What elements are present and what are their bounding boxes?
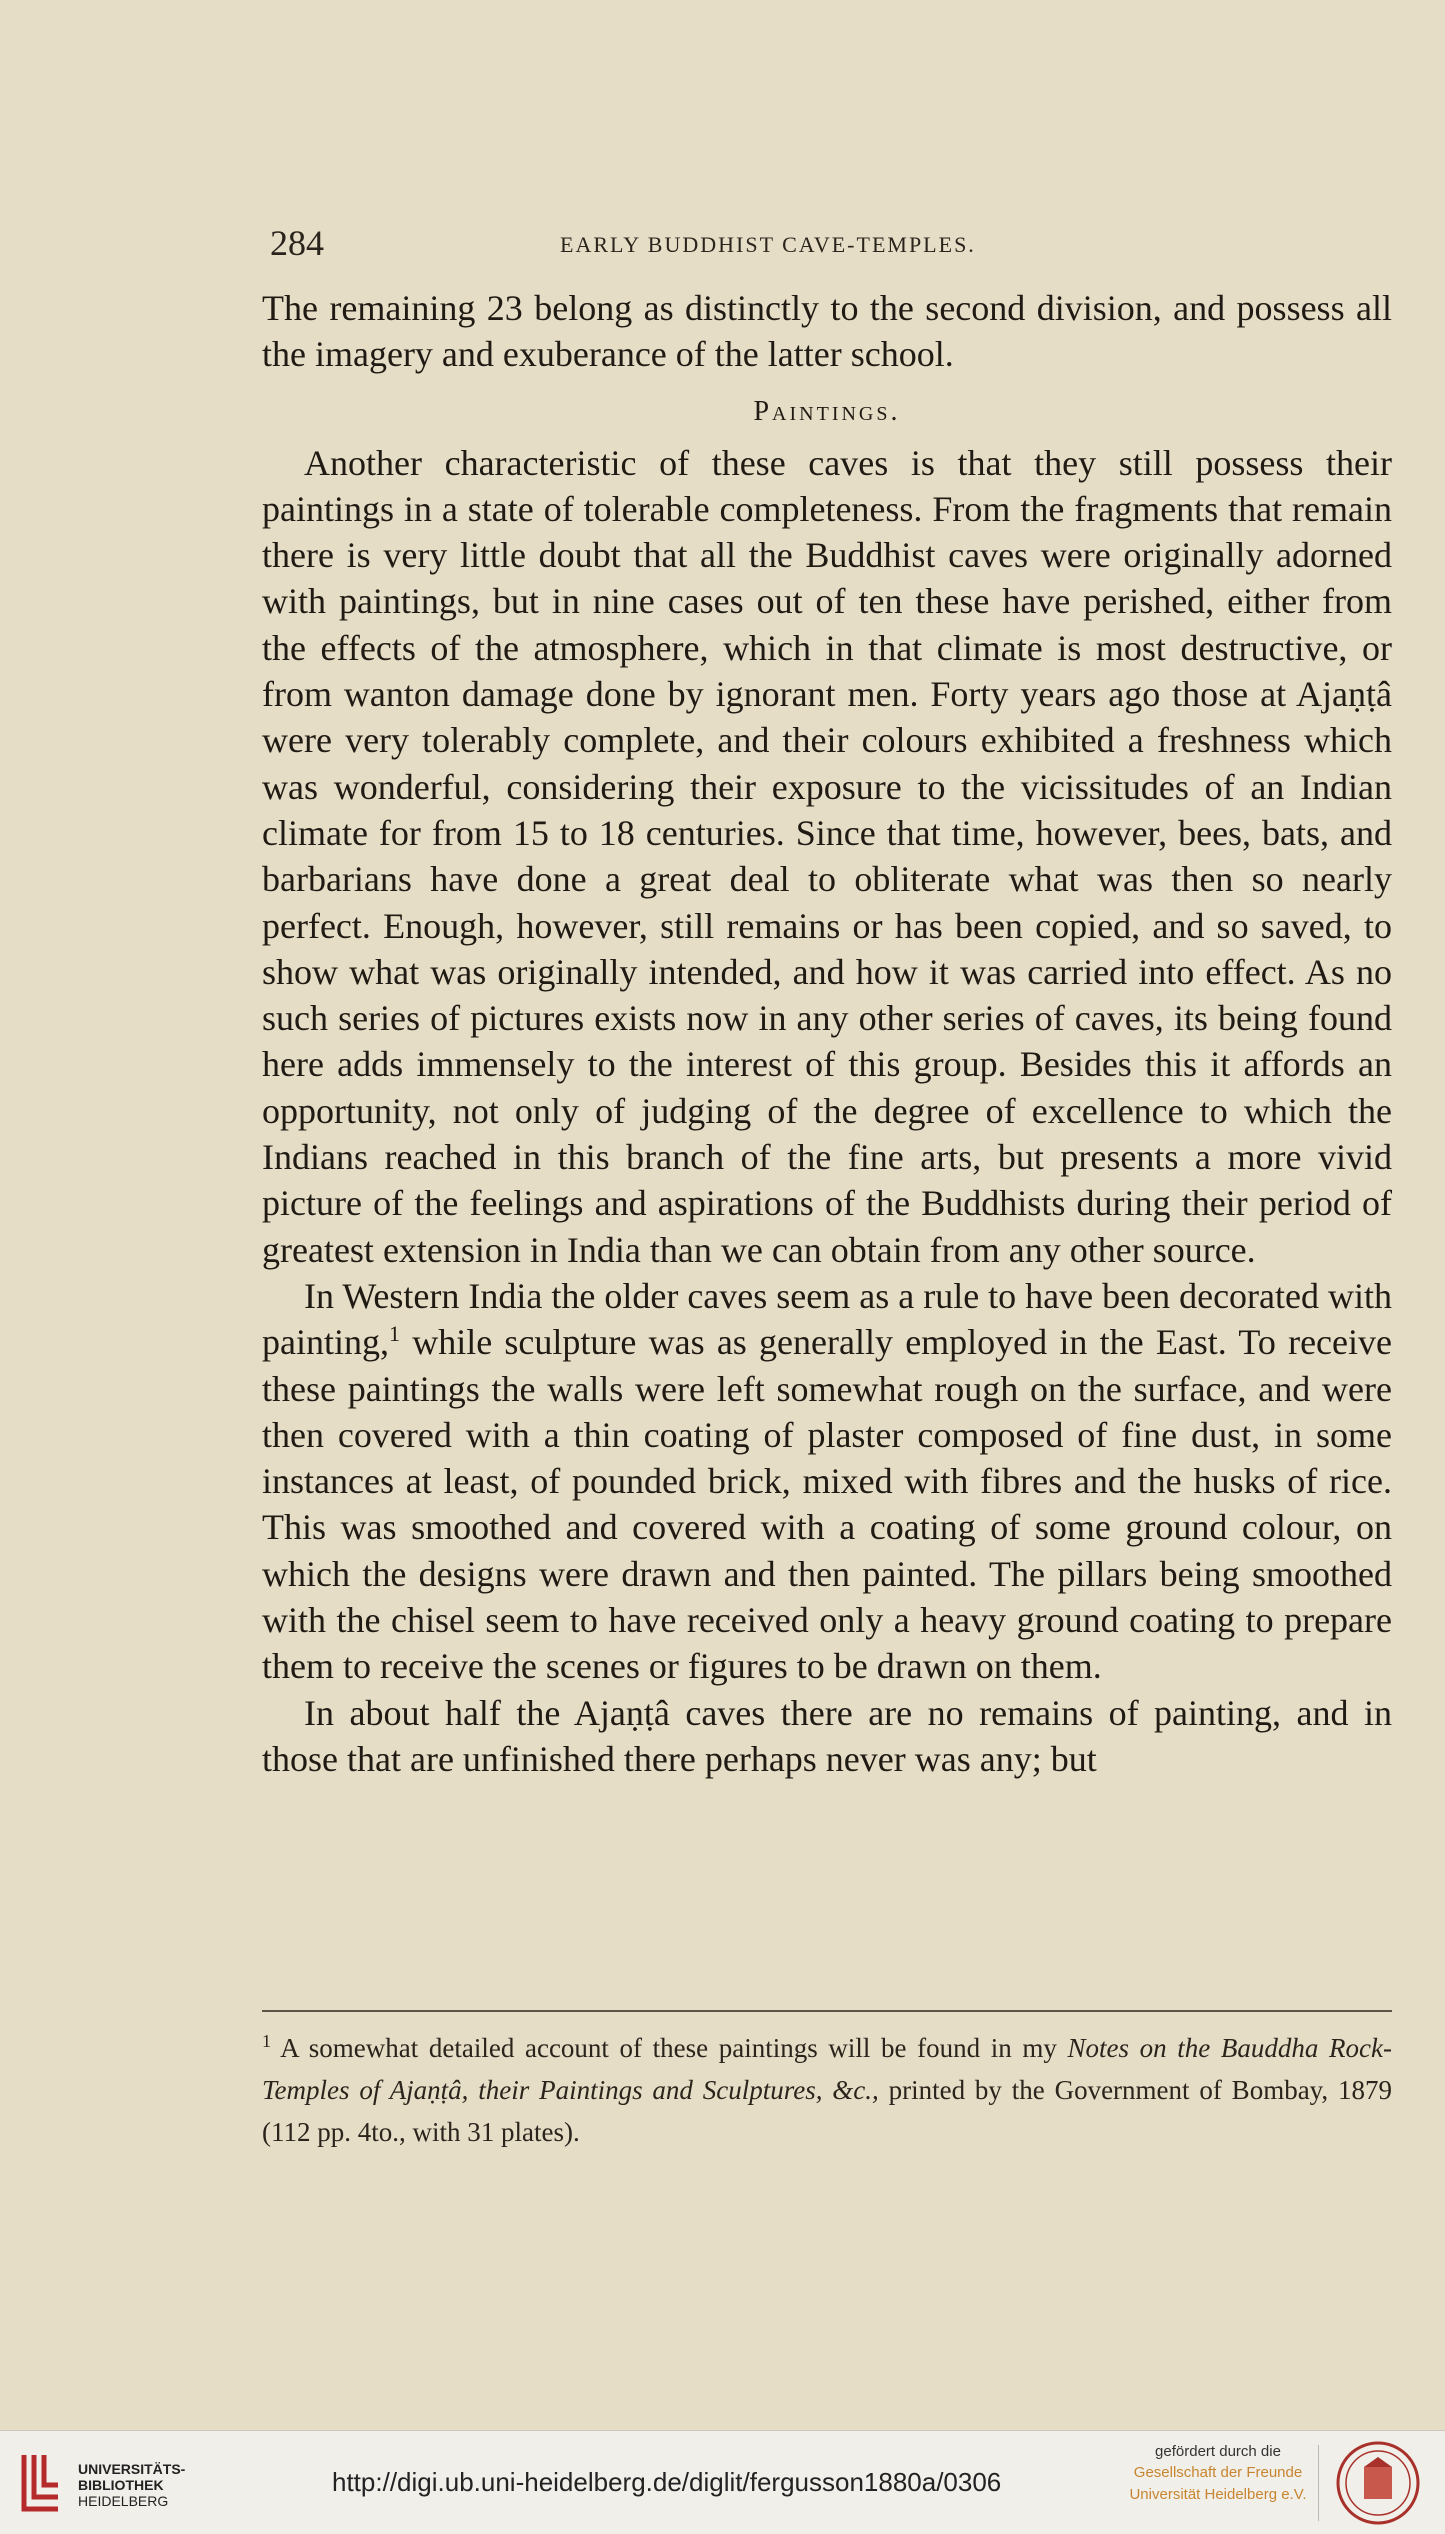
university-seal-icon (1334, 2439, 1422, 2527)
library-logo-icon (16, 2449, 66, 2515)
divider (1318, 2445, 1319, 2521)
footnote-reference[interactable]: 1 (388, 1321, 400, 1347)
paragraph-2: Another characteristic of these caves is that they still possess their paintings in a state of tolerable completeness. From the fragments that remain there is very little doubt that all the Buddhist caves were originally adorned with paintings, but in nine cases out of ten these have perished, either from the effects of the atmosphere, which in that climate is most destructive, or from wanton damage done by ignorant men. Forty years ago those at Ajaṇṭâ were very tolerably complete, and their colours exhibited a freshness which was wonderful, considering their exposure to the vicissitudes of an Indian climate for from 15 to 18 centuries. Since that time, however, bees, bats, and barbarians have done a great deal to obliterate what was then so nearly perfect. Enough, however, still remains or has been copied, and so saved, to show what was originally intended, and how it was carried into effect. As no such series of pictures exists now in any other series of caves, its being found here adds immensely to the interest of this group. Besides this it affords an opportunity, not only of judging of the degree of excellence to which the Indians reached in this branch of the fine arts, but presents a more vivid picture of the feelings and aspirations of the Buddhists during their period of greatest extension in India than we can obtain from any other source. (262, 442, 1392, 1270)
paragraph-3-text-b: while sculpture was as generally employed in the East. To receive these paintings the walls were left somewhat rough on the surface, and were then covered with a thin coating of plaster composed of fine dust, in some instances at least, of pounded brick, mixed with fibres and the husks of rice. This was smoothed and covered with a coating of some ground colour, on which the designs were drawn and then painted. The pillars being smoothed with the chisel seem to have received only a heavy ground coating to prepare them to receive the scenes or figures to be drawn on them. (262, 1322, 1392, 1687)
footnote (262, 2020, 1392, 2153)
sponsor-block (1118, 2443, 1318, 2504)
paragraph-1: The remaining 23 belong as distinctly to the second division, and possess all the imagery and exuberance of the latter school. (262, 288, 1392, 375)
viewer-footer (0, 2430, 1445, 2534)
paragraph-3 (262, 1273, 1392, 1690)
paragraph-4: In about half the Ajaṇṭâ caves there are no remains of painting, and in those that are unfinished there perhaps never was any; but (262, 1692, 1392, 1779)
page-number: 284 (270, 223, 324, 263)
funded-by-label: gefördert durch die (1155, 2443, 1281, 2460)
body-text (262, 285, 1392, 1782)
footnote-mark: 1 (262, 2031, 271, 2051)
running-header (270, 222, 1270, 272)
footnote-rule (262, 2010, 1392, 2012)
sponsor-org-line2: Universität Heidelberg e.V. (1129, 2486, 1307, 2503)
library-name: UNIVERSITÄTS- BIBLIOTHEK HEIDELBERG (78, 2461, 186, 2509)
permalink[interactable]: http://digi.ub.uni-heidelberg.de/diglit/fergusson1880a/0306 (332, 2467, 1002, 2497)
sponsor-org-line1: Gesellschaft der Freunde (1133, 2464, 1303, 2481)
footnote-text-a: A somewhat detailed account of these paintings will be found in my (280, 2033, 1068, 2063)
paragraph-3-text-a: In Western India the older caves seem as a rule to have been decorated with painting, (262, 1275, 1392, 1363)
footnote-italic-title: Notes on the Bauddha Rock-Temples of Ajaṇṭâ, their Paintings and Sculptures, &c., (262, 2033, 1392, 2105)
section-heading: Paintings. (753, 395, 901, 427)
running-title: EARLY BUDDHIST CAVE-TEMPLES. (560, 232, 976, 257)
footnote-text-b: printed by the Government of Bombay, 1879 (112 pp. 4to., with 31 plates). (262, 2075, 1392, 2147)
